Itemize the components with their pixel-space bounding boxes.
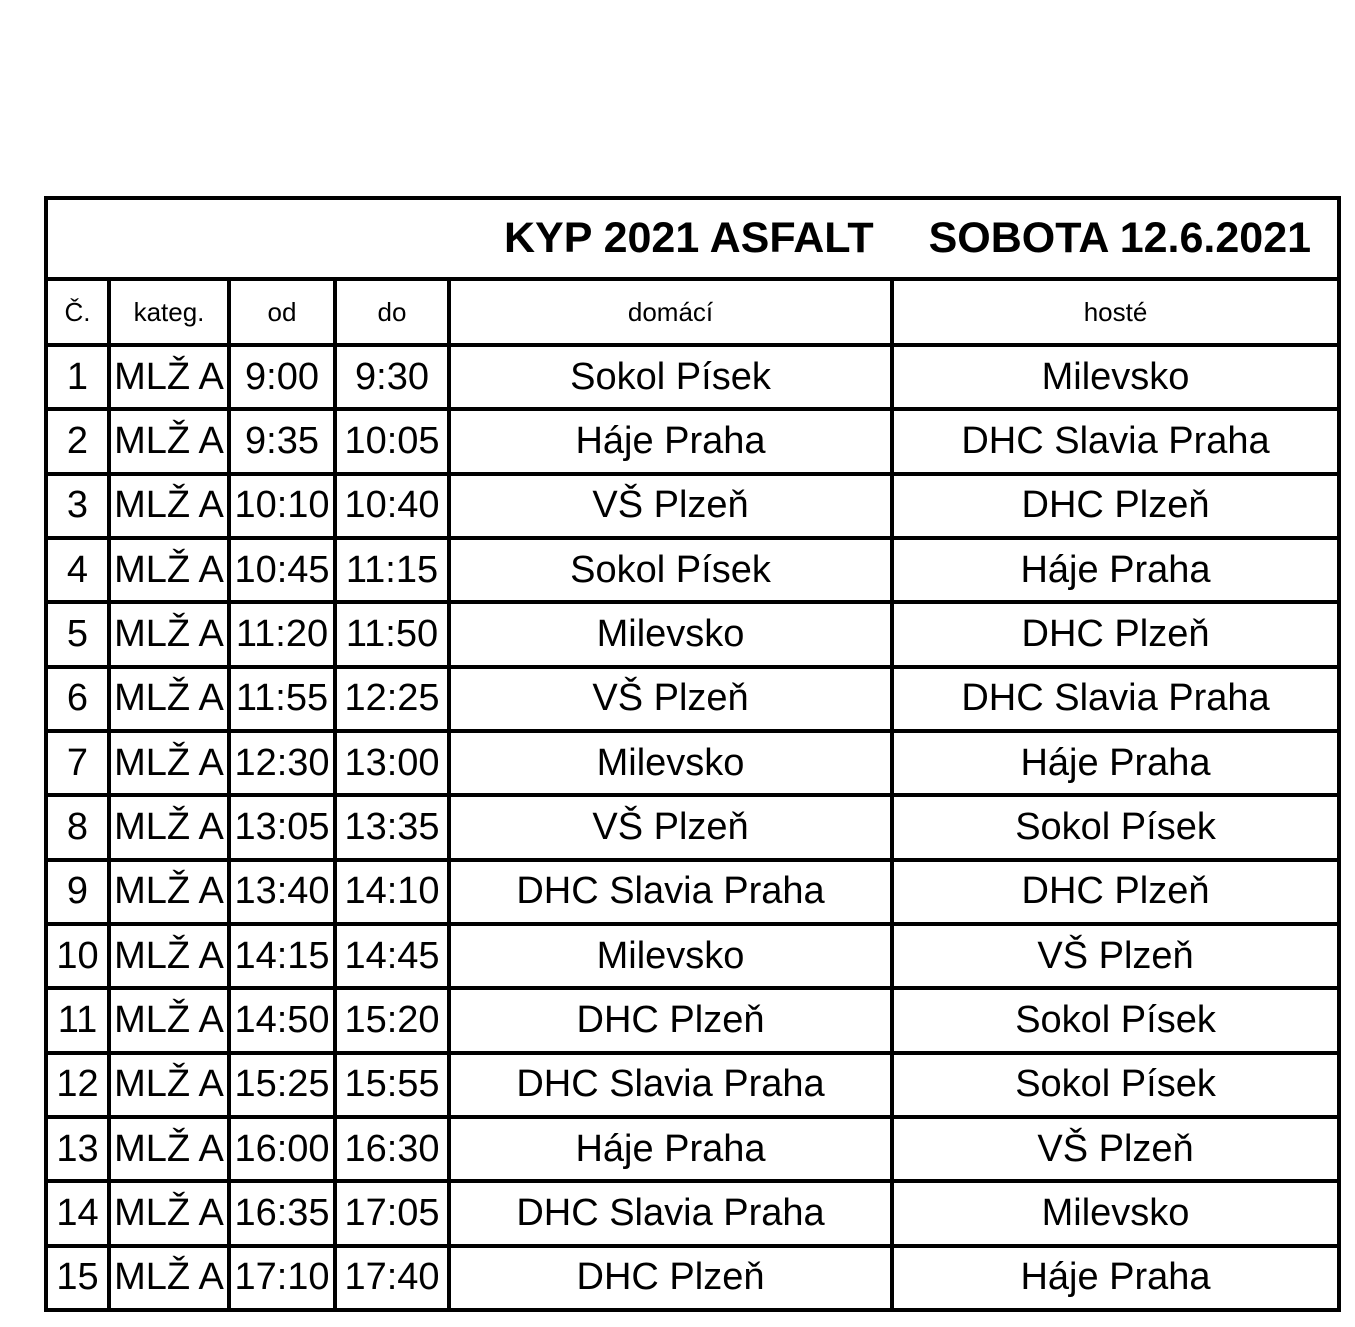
table-row (46, 731, 1339, 795)
home-team-cell: Háje Praha (449, 409, 892, 473)
home-team-cell: Háje Praha (449, 1117, 892, 1181)
home-team-cell: VŠ Plzeň (449, 795, 892, 859)
match-number-cell: 11 (46, 988, 109, 1052)
away-team-cell: Milevsko (892, 1181, 1339, 1245)
table-row (46, 1053, 1339, 1117)
start-time-cell: 13:05 (229, 795, 335, 859)
table-row (46, 345, 1339, 409)
home-team-cell: DHC Slavia Praha (449, 860, 892, 924)
table-row (46, 409, 1339, 473)
home-team-cell: Milevsko (449, 731, 892, 795)
start-time-cell: 10:10 (229, 474, 335, 538)
category-cell: MLŽ A (109, 667, 229, 731)
header-row (46, 279, 1339, 345)
category-cell: MLŽ A (109, 538, 229, 602)
end-time-cell: 10:05 (335, 409, 449, 473)
match-number-cell: 9 (46, 860, 109, 924)
end-time-cell: 9:30 (335, 345, 449, 409)
match-number-cell: 4 (46, 538, 109, 602)
table-row (46, 860, 1339, 924)
end-time-cell: 17:40 (335, 1246, 449, 1310)
match-number-cell: 5 (46, 602, 109, 666)
category-cell: MLŽ A (109, 409, 229, 473)
away-team-cell: Sokol Písek (892, 1053, 1339, 1117)
end-time-cell: 13:35 (335, 795, 449, 859)
title-cell (46, 198, 1339, 279)
schedule-table (44, 196, 1341, 1312)
match-number-cell: 7 (46, 731, 109, 795)
table-row (46, 474, 1339, 538)
category-cell: MLŽ A (109, 731, 229, 795)
category-cell: MLŽ A (109, 474, 229, 538)
schedule-rows (46, 345, 1339, 1310)
col-header-number: Č. (46, 279, 109, 345)
end-time-cell: 15:55 (335, 1053, 449, 1117)
home-team-cell: Sokol Písek (449, 538, 892, 602)
end-time-cell: 14:45 (335, 924, 449, 988)
event-title: KYP 2021 ASFALT (504, 214, 874, 262)
start-time-cell: 14:50 (229, 988, 335, 1052)
start-time-cell: 17:10 (229, 1246, 335, 1310)
home-team-cell: DHC Plzeň (449, 988, 892, 1052)
match-number-cell: 6 (46, 667, 109, 731)
table-row (46, 924, 1339, 988)
start-time-cell: 12:30 (229, 731, 335, 795)
away-team-cell: Milevsko (892, 345, 1339, 409)
start-time-cell: 10:45 (229, 538, 335, 602)
home-team-cell: Sokol Písek (449, 345, 892, 409)
table-row (46, 1117, 1339, 1181)
table-row (46, 1246, 1339, 1310)
table-row (46, 602, 1339, 666)
category-cell: MLŽ A (109, 602, 229, 666)
start-time-cell: 15:25 (229, 1053, 335, 1117)
date-title: SOBOTA 12.6.2021 (928, 214, 1312, 262)
end-time-cell: 14:10 (335, 860, 449, 924)
start-time-cell: 11:55 (229, 667, 335, 731)
col-header-away-team: hosté (892, 279, 1339, 345)
match-number-cell: 3 (46, 474, 109, 538)
category-cell: MLŽ A (109, 924, 229, 988)
match-number-cell: 13 (46, 1117, 109, 1181)
away-team-cell: DHC Plzeň (892, 474, 1339, 538)
away-team-cell: Háje Praha (892, 1246, 1339, 1310)
start-time-cell: 16:35 (229, 1181, 335, 1245)
away-team-cell: DHC Slavia Praha (892, 667, 1339, 731)
match-number-cell: 8 (46, 795, 109, 859)
col-header-home-team: domácí (449, 279, 892, 345)
away-team-cell: VŠ Plzeň (892, 1117, 1339, 1181)
start-time-cell: 14:15 (229, 924, 335, 988)
home-team-cell: Milevsko (449, 602, 892, 666)
start-time-cell: 13:40 (229, 860, 335, 924)
away-team-cell: VŠ Plzeň (892, 924, 1339, 988)
title-row (46, 198, 1339, 279)
category-cell: MLŽ A (109, 1181, 229, 1245)
home-team-cell: DHC Slavia Praha (449, 1053, 892, 1117)
end-time-cell: 11:50 (335, 602, 449, 666)
end-time-cell: 13:00 (335, 731, 449, 795)
home-team-cell: Milevsko (449, 924, 892, 988)
away-team-cell: Sokol Písek (892, 988, 1339, 1052)
col-header-end-time: do (335, 279, 449, 345)
col-header-start-time: od (229, 279, 335, 345)
away-team-cell: DHC Slavia Praha (892, 409, 1339, 473)
category-cell: MLŽ A (109, 1246, 229, 1310)
start-time-cell: 9:00 (229, 345, 335, 409)
away-team-cell: Háje Praha (892, 731, 1339, 795)
end-time-cell: 15:20 (335, 988, 449, 1052)
match-number-cell: 14 (46, 1181, 109, 1245)
end-time-cell: 12:25 (335, 667, 449, 731)
home-team-cell: DHC Slavia Praha (449, 1181, 892, 1245)
col-header-category: kateg. (109, 279, 229, 345)
end-time-cell: 11:15 (335, 538, 449, 602)
category-cell: MLŽ A (109, 988, 229, 1052)
category-cell: MLŽ A (109, 1117, 229, 1181)
table-row (46, 1181, 1339, 1245)
table-row (46, 667, 1339, 731)
title-text (48, 214, 1337, 263)
match-number-cell: 1 (46, 345, 109, 409)
start-time-cell: 16:00 (229, 1117, 335, 1181)
match-number-cell: 10 (46, 924, 109, 988)
table-row (46, 795, 1339, 859)
end-time-cell: 17:05 (335, 1181, 449, 1245)
away-team-cell: DHC Plzeň (892, 602, 1339, 666)
home-team-cell: VŠ Plzeň (449, 474, 892, 538)
away-team-cell: Háje Praha (892, 538, 1339, 602)
match-number-cell: 2 (46, 409, 109, 473)
match-number-cell: 12 (46, 1053, 109, 1117)
end-time-cell: 10:40 (335, 474, 449, 538)
home-team-cell: DHC Plzeň (449, 1246, 892, 1310)
end-time-cell: 16:30 (335, 1117, 449, 1181)
category-cell: MLŽ A (109, 345, 229, 409)
category-cell: MLŽ A (109, 795, 229, 859)
away-team-cell: Sokol Písek (892, 795, 1339, 859)
table-row (46, 988, 1339, 1052)
match-number-cell: 15 (46, 1246, 109, 1310)
start-time-cell: 11:20 (229, 602, 335, 666)
home-team-cell: VŠ Plzeň (449, 667, 892, 731)
start-time-cell: 9:35 (229, 409, 335, 473)
table-row (46, 538, 1339, 602)
away-team-cell: DHC Plzeň (892, 860, 1339, 924)
category-cell: MLŽ A (109, 1053, 229, 1117)
category-cell: MLŽ A (109, 860, 229, 924)
